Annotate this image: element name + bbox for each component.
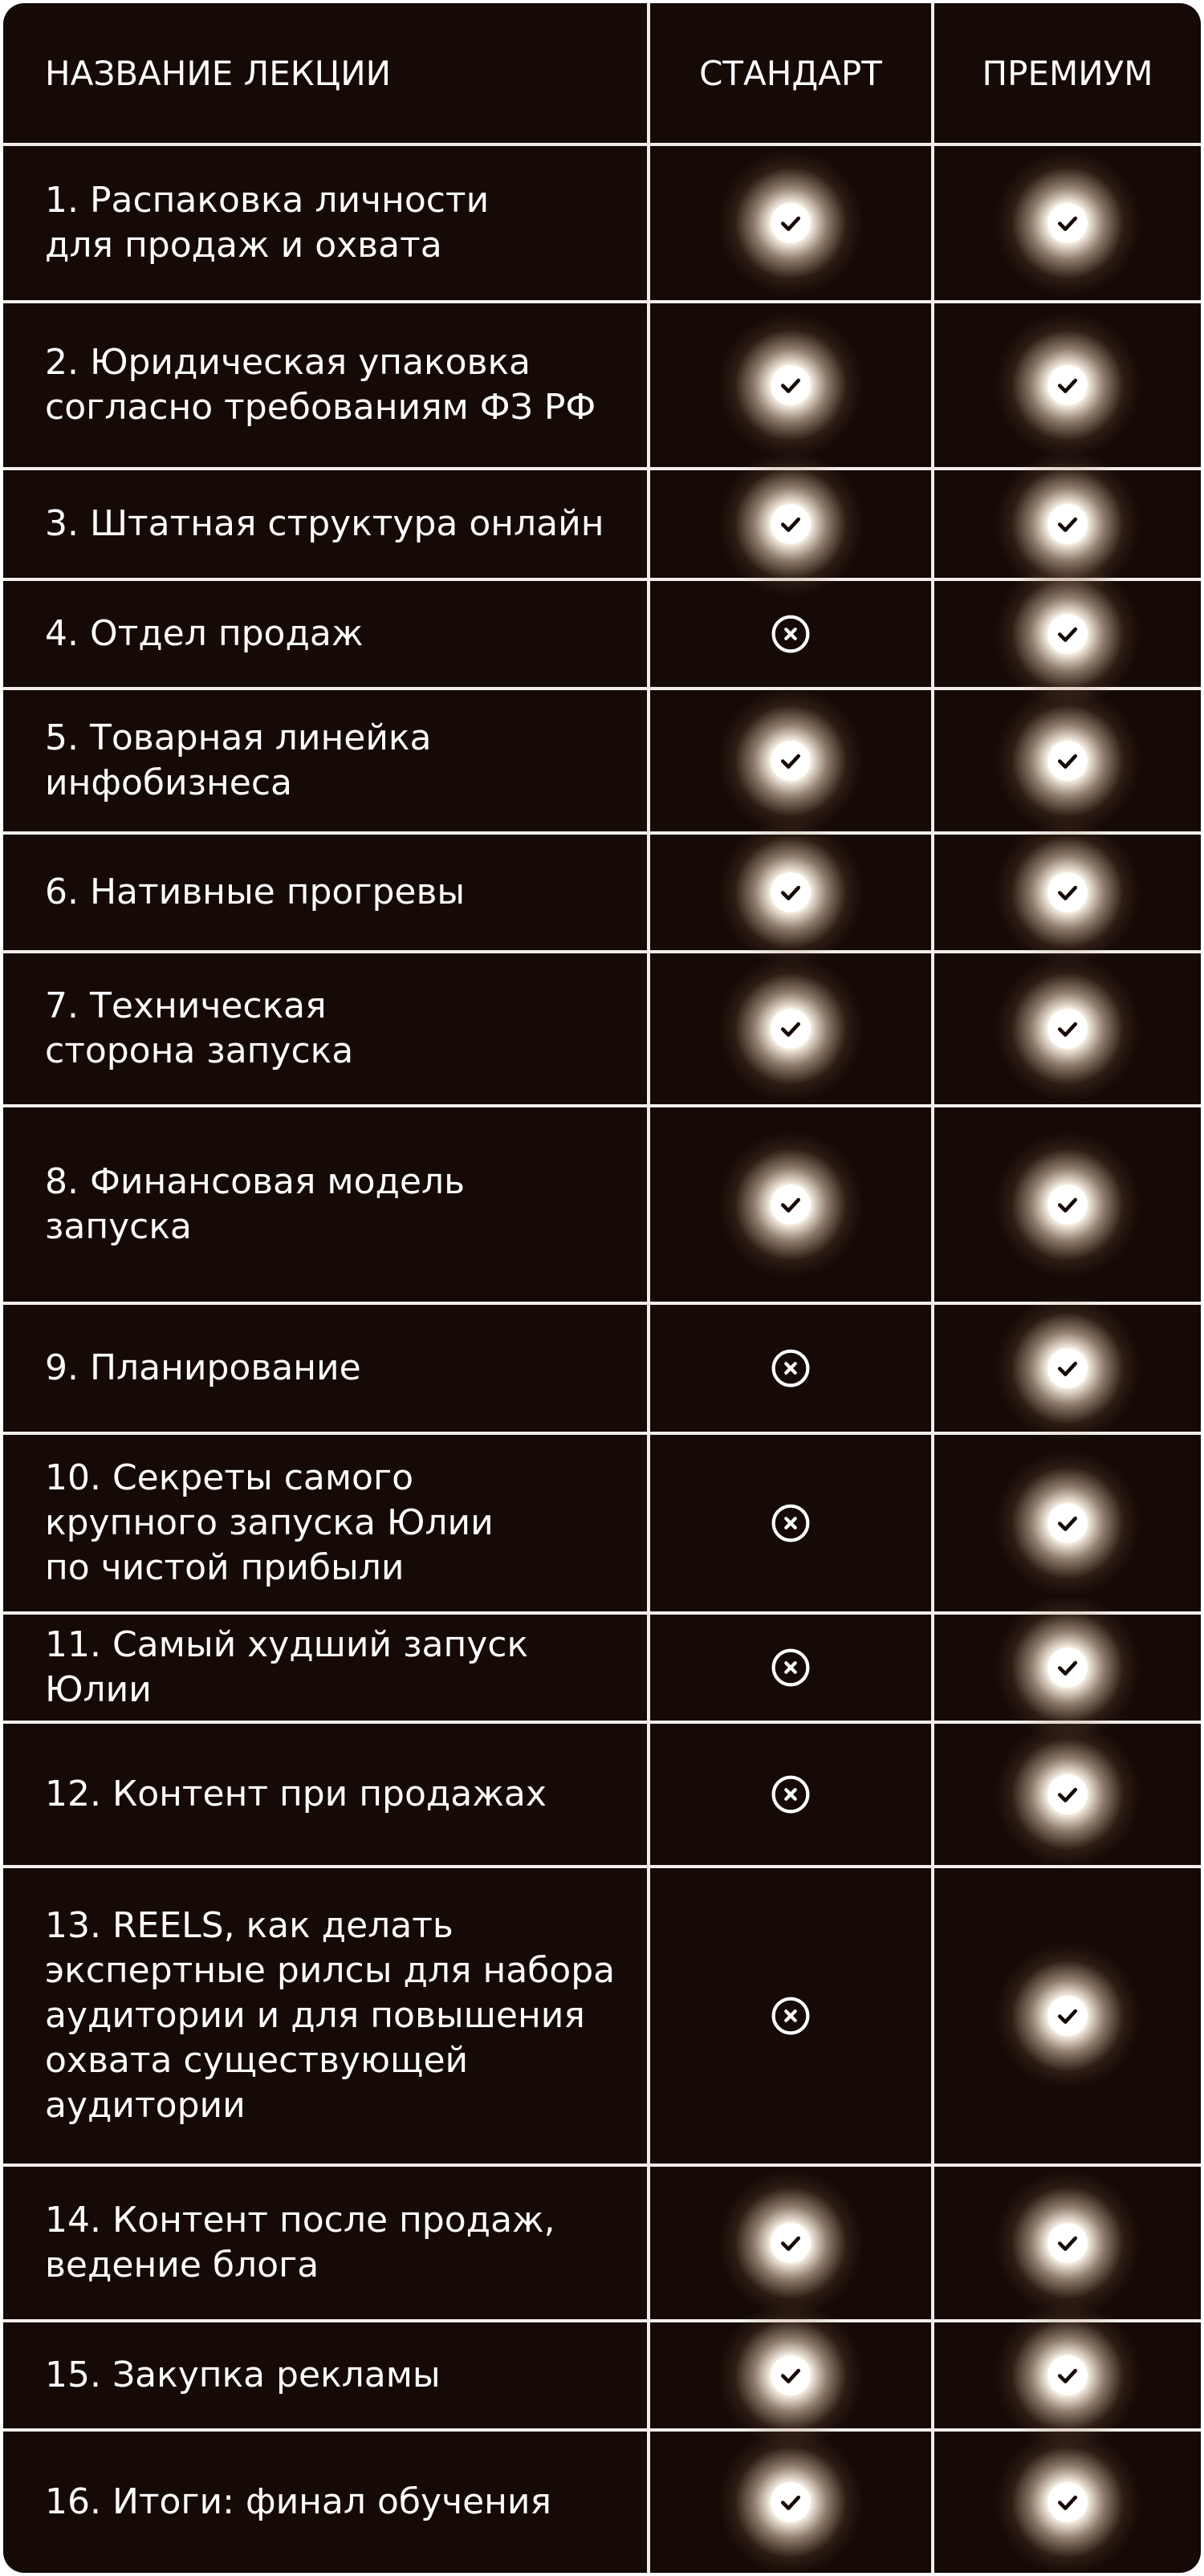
lecture-row-title-cell xyxy=(3,470,647,578)
check-glow xyxy=(991,1128,1144,1281)
header-premium-cell xyxy=(934,3,1201,143)
premium-cell xyxy=(934,146,1201,300)
premium-cell xyxy=(934,303,1201,467)
lecture-title: 8. Финансовая модель запуска xyxy=(45,1161,466,1247)
standard-cell xyxy=(650,1435,931,1611)
standard-cell xyxy=(650,1724,931,1865)
check-circle-icon xyxy=(770,1184,811,1225)
check-glow xyxy=(714,2167,867,2319)
check-circle-icon xyxy=(1047,2481,1088,2523)
lecture-title: 13. REELS, как делать экспертные рилсы для набора аудитории и для повышения охвата существующей аудитории xyxy=(45,1905,616,2126)
check-glow xyxy=(714,2426,867,2573)
check-glow xyxy=(714,1128,867,1281)
cross-circle-icon xyxy=(771,1996,811,2036)
lecture-row-title-cell xyxy=(3,2432,647,2573)
header-standard-cell xyxy=(650,3,931,143)
premium-cell xyxy=(934,2322,1201,2428)
lecture-title: 4. Отдел продаж xyxy=(45,613,364,654)
lecture-row-title-cell xyxy=(3,1435,647,1611)
header-premium: ПРЕМИУМ xyxy=(982,53,1153,93)
premium-cell xyxy=(934,2432,1201,2573)
standard-cell xyxy=(650,581,931,687)
check-circle-icon xyxy=(1047,872,1088,913)
check-glow xyxy=(714,685,867,837)
check-glow xyxy=(991,1940,1144,2092)
premium-cell xyxy=(934,1305,1201,1432)
check-glow xyxy=(714,147,867,299)
check-circle-icon xyxy=(1047,613,1088,655)
lecture-title: 9. Планирование xyxy=(45,1347,361,1388)
lecture-title: 2. Юридическая упаковка согласно требованиям ФЗ РФ xyxy=(45,342,596,428)
check-glow xyxy=(714,816,867,969)
check-circle-icon xyxy=(1047,202,1088,244)
check-circle-icon xyxy=(1047,503,1088,545)
standard-cell xyxy=(650,953,931,1104)
lecture-title: 3. Штатная структура онлайн xyxy=(45,503,604,544)
lecture-title: 5. Товарная линейка инфобизнеса xyxy=(45,717,432,803)
check-circle-icon xyxy=(1047,2355,1088,2396)
check-circle-icon xyxy=(1047,1995,1088,2037)
standard-cell xyxy=(650,690,931,831)
header-lecture-name: НАЗВАНИЕ ЛЕКЦИИ xyxy=(45,53,392,93)
check-glow xyxy=(991,2167,1144,2319)
premium-cell xyxy=(934,835,1201,950)
check-circle-icon xyxy=(770,2355,811,2396)
check-circle-icon xyxy=(770,740,811,782)
cross-circle-icon xyxy=(771,614,811,654)
lecture-title: 14. Контент после продаж, ведение блога xyxy=(45,2200,555,2285)
check-circle-icon xyxy=(1047,1008,1088,1050)
check-circle-icon xyxy=(1047,364,1088,406)
check-circle-icon xyxy=(770,364,811,406)
check-glow xyxy=(991,953,1144,1105)
lecture-title: 7. Техническая сторона запуска xyxy=(45,985,354,1071)
premium-cell xyxy=(934,1868,1201,2164)
premium-cell xyxy=(934,1724,1201,1865)
lecture-title: 6. Нативные прогревы xyxy=(45,872,466,912)
check-circle-icon xyxy=(1047,740,1088,782)
standard-cell xyxy=(650,303,931,467)
lecture-row-title-cell xyxy=(3,146,647,300)
check-circle-icon xyxy=(1047,1347,1088,1389)
check-circle-icon xyxy=(1047,1647,1088,1688)
check-glow xyxy=(991,685,1144,837)
standard-cell xyxy=(650,2432,931,2573)
check-glow xyxy=(991,1718,1144,1871)
standard-cell xyxy=(650,1868,931,2164)
lecture-row-title-cell xyxy=(3,1305,647,1432)
lecture-row-title-cell xyxy=(3,303,647,467)
lecture-row-title-cell xyxy=(3,2167,647,2319)
check-glow xyxy=(991,1292,1144,1444)
check-circle-icon xyxy=(1047,1774,1088,1815)
header-name-cell xyxy=(3,3,647,143)
lecture-row-title-cell xyxy=(3,1724,647,1865)
lecture-title: 1. Распаковка личности для продаж и охвата xyxy=(45,180,490,266)
lecture-title: 15. Закупка рекламы xyxy=(45,2355,441,2395)
check-glow xyxy=(991,816,1144,969)
lecture-title: 12. Контент при продажах xyxy=(45,1774,547,1814)
check-circle-icon xyxy=(770,2481,811,2523)
check-glow xyxy=(991,147,1144,299)
lecture-row-title-cell xyxy=(3,953,647,1104)
lecture-row-title-cell xyxy=(3,835,647,950)
standard-cell xyxy=(650,1615,931,1721)
comparison-table xyxy=(3,3,1201,2573)
cross-circle-icon xyxy=(771,1348,811,1388)
lecture-row-title-cell xyxy=(3,581,647,687)
lecture-title: 16. Итоги: финал обучения xyxy=(45,2481,551,2522)
lecture-row-title-cell xyxy=(3,1615,647,1721)
premium-cell xyxy=(934,953,1201,1104)
check-circle-icon xyxy=(770,2222,811,2264)
check-glow xyxy=(991,309,1144,461)
premium-cell xyxy=(934,690,1201,831)
premium-cell xyxy=(934,2167,1201,2319)
standard-cell xyxy=(650,1305,931,1432)
check-glow xyxy=(991,2426,1144,2573)
lecture-title: 11. Самый худший запуск Юлии xyxy=(45,1624,529,1710)
lecture-row-title-cell xyxy=(3,2322,647,2428)
check-circle-icon xyxy=(770,872,811,913)
check-circle-icon xyxy=(770,503,811,545)
premium-cell xyxy=(934,581,1201,687)
standard-cell xyxy=(650,1107,931,1302)
check-glow xyxy=(714,309,867,461)
premium-cell xyxy=(934,1435,1201,1611)
lecture-row-title-cell xyxy=(3,1868,647,2164)
cross-circle-icon xyxy=(771,1774,811,1814)
standard-cell xyxy=(650,835,931,950)
cross-circle-icon xyxy=(771,1503,811,1543)
check-circle-icon xyxy=(1047,1502,1088,1544)
check-circle-icon xyxy=(770,1008,811,1050)
standard-cell xyxy=(650,2322,931,2428)
check-glow xyxy=(714,953,867,1105)
check-circle-icon xyxy=(1047,2222,1088,2264)
standard-cell xyxy=(650,146,931,300)
check-circle-icon xyxy=(770,202,811,244)
check-glow xyxy=(991,1447,1144,1599)
check-circle-icon xyxy=(1047,1184,1088,1225)
lecture-row-title-cell xyxy=(3,1107,647,1302)
lecture-title: 10. Секреты самого крупного запуска Юлии по чистой прибыли xyxy=(45,1457,494,1588)
premium-cell xyxy=(934,1107,1201,1302)
cross-circle-icon xyxy=(771,1648,811,1688)
premium-cell xyxy=(934,1615,1201,1721)
standard-cell xyxy=(650,2167,931,2319)
lecture-row-title-cell xyxy=(3,690,647,831)
header-standard: СТАНДАРТ xyxy=(699,53,882,93)
